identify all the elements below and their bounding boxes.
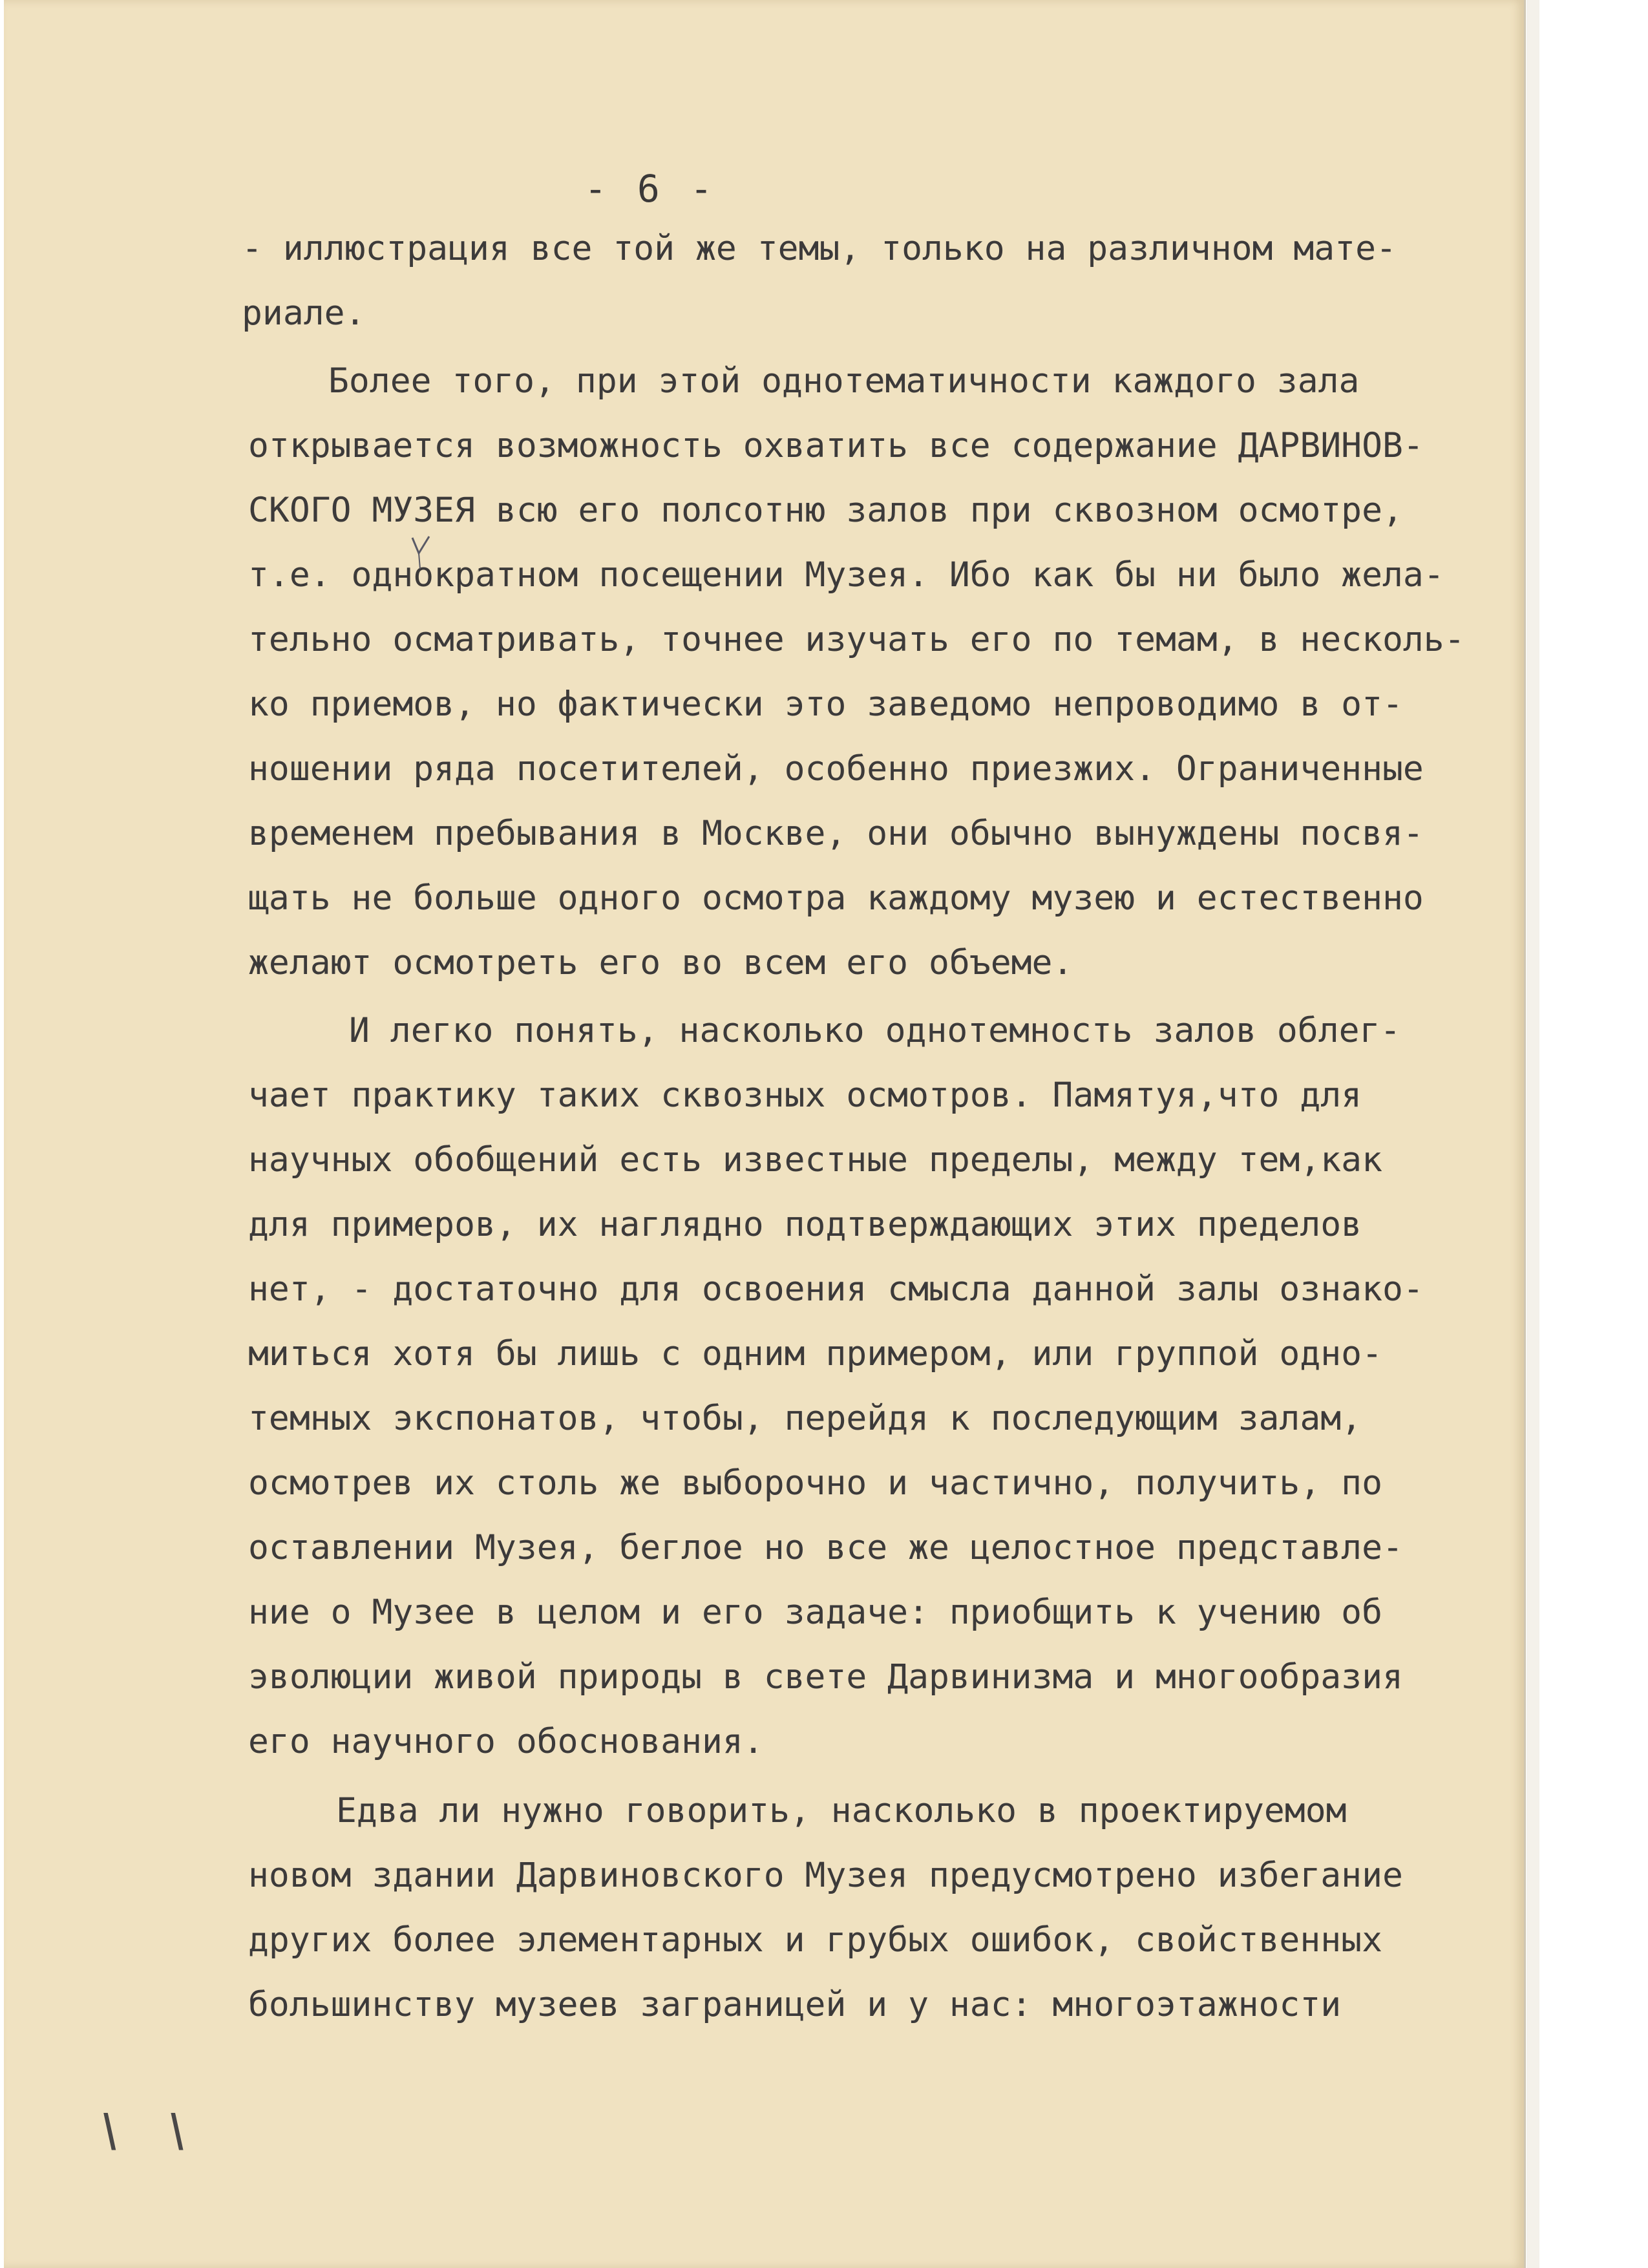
text-line: временем пребывания в Москве, они обычно вынуждены посвя- — [248, 814, 1424, 853]
text-line: открывается возможность охватить все содержание ДАРВИНОВ- — [248, 426, 1424, 465]
text-line: большинству музеев заграницей и у нас: многоэтажности — [248, 1985, 1342, 2024]
text-line: темных экспонатов, чтобы, перейдя к последующим залам, — [248, 1399, 1362, 1438]
text-line: тельно осматривать, точнее изучать его по темам, в несколь- — [248, 620, 1465, 659]
text-line: осмотрев их столь же выборочно и частично, получить, по — [248, 1463, 1382, 1503]
paper-edge — [1524, 0, 1526, 2268]
page-number: - 6 - — [584, 167, 717, 211]
text-line: И легко понять, насколько однотемность залов облег- — [349, 1011, 1401, 1050]
text-line: научных обобщений есть известные пределы, между тем,как — [248, 1140, 1382, 1180]
text-line: его научного обоснования. — [248, 1722, 764, 1761]
text-line: риале. — [242, 293, 366, 333]
text-line: нет, - достаточно для освоения смысла данной залы ознако- — [248, 1269, 1424, 1309]
text-line: т.е. однократном посещении Музея. Ибо как бы ни было жела- — [248, 555, 1444, 595]
text-line: ко приемов, но фактически это заведомо непроводимо в от- — [248, 684, 1403, 724]
text-line: Едва ли нужно говорить, насколько в проектируемом — [336, 1791, 1347, 1830]
text-line: новом здании Дарвиновского Музея предусмотрено избегание — [248, 1856, 1403, 1895]
text-line: - иллюстрация все той же темы, только на различном мате- — [242, 229, 1397, 268]
pen-correction-mark — [410, 534, 436, 571]
text-line: для примеров, их наглядно подтверждающих этих пределов — [248, 1205, 1362, 1244]
text-line: миться хотя бы лишь с одним примером, или группой одно- — [248, 1334, 1382, 1373]
margin-pencil-mark: \ \ — [90, 2104, 205, 2157]
text-line: ние о Музее в целом и его задаче: приобщить к учению об — [248, 1593, 1382, 1632]
text-line: оставлении Музея, беглое но все же целостное представле- — [248, 1528, 1403, 1567]
back-sheet-strip — [1527, 0, 1539, 2268]
text-line: других более элементарных и грубых ошибок, свойственных — [248, 1920, 1382, 1960]
text-line: СКОГО МУЗЕЯ всю его полсотню залов при сквозном осмотре, — [248, 491, 1403, 530]
text-line: эволюции живой природы в свете Дарвинизма и многообразия — [248, 1657, 1403, 1697]
text-line: Более того, при этой однотематичности каждого зала — [328, 361, 1360, 401]
text-line: чает практику таких сквозных осмотров. Памятуя,что для — [248, 1076, 1362, 1115]
text-line: ношении ряда посетителей, особенно приезжих. Ограниченные — [248, 749, 1424, 789]
text-line: щать не больше одного осмотра каждому музею и естественно — [248, 878, 1424, 918]
text-line: желают осмотреть его во всем его объеме. — [248, 943, 1073, 982]
